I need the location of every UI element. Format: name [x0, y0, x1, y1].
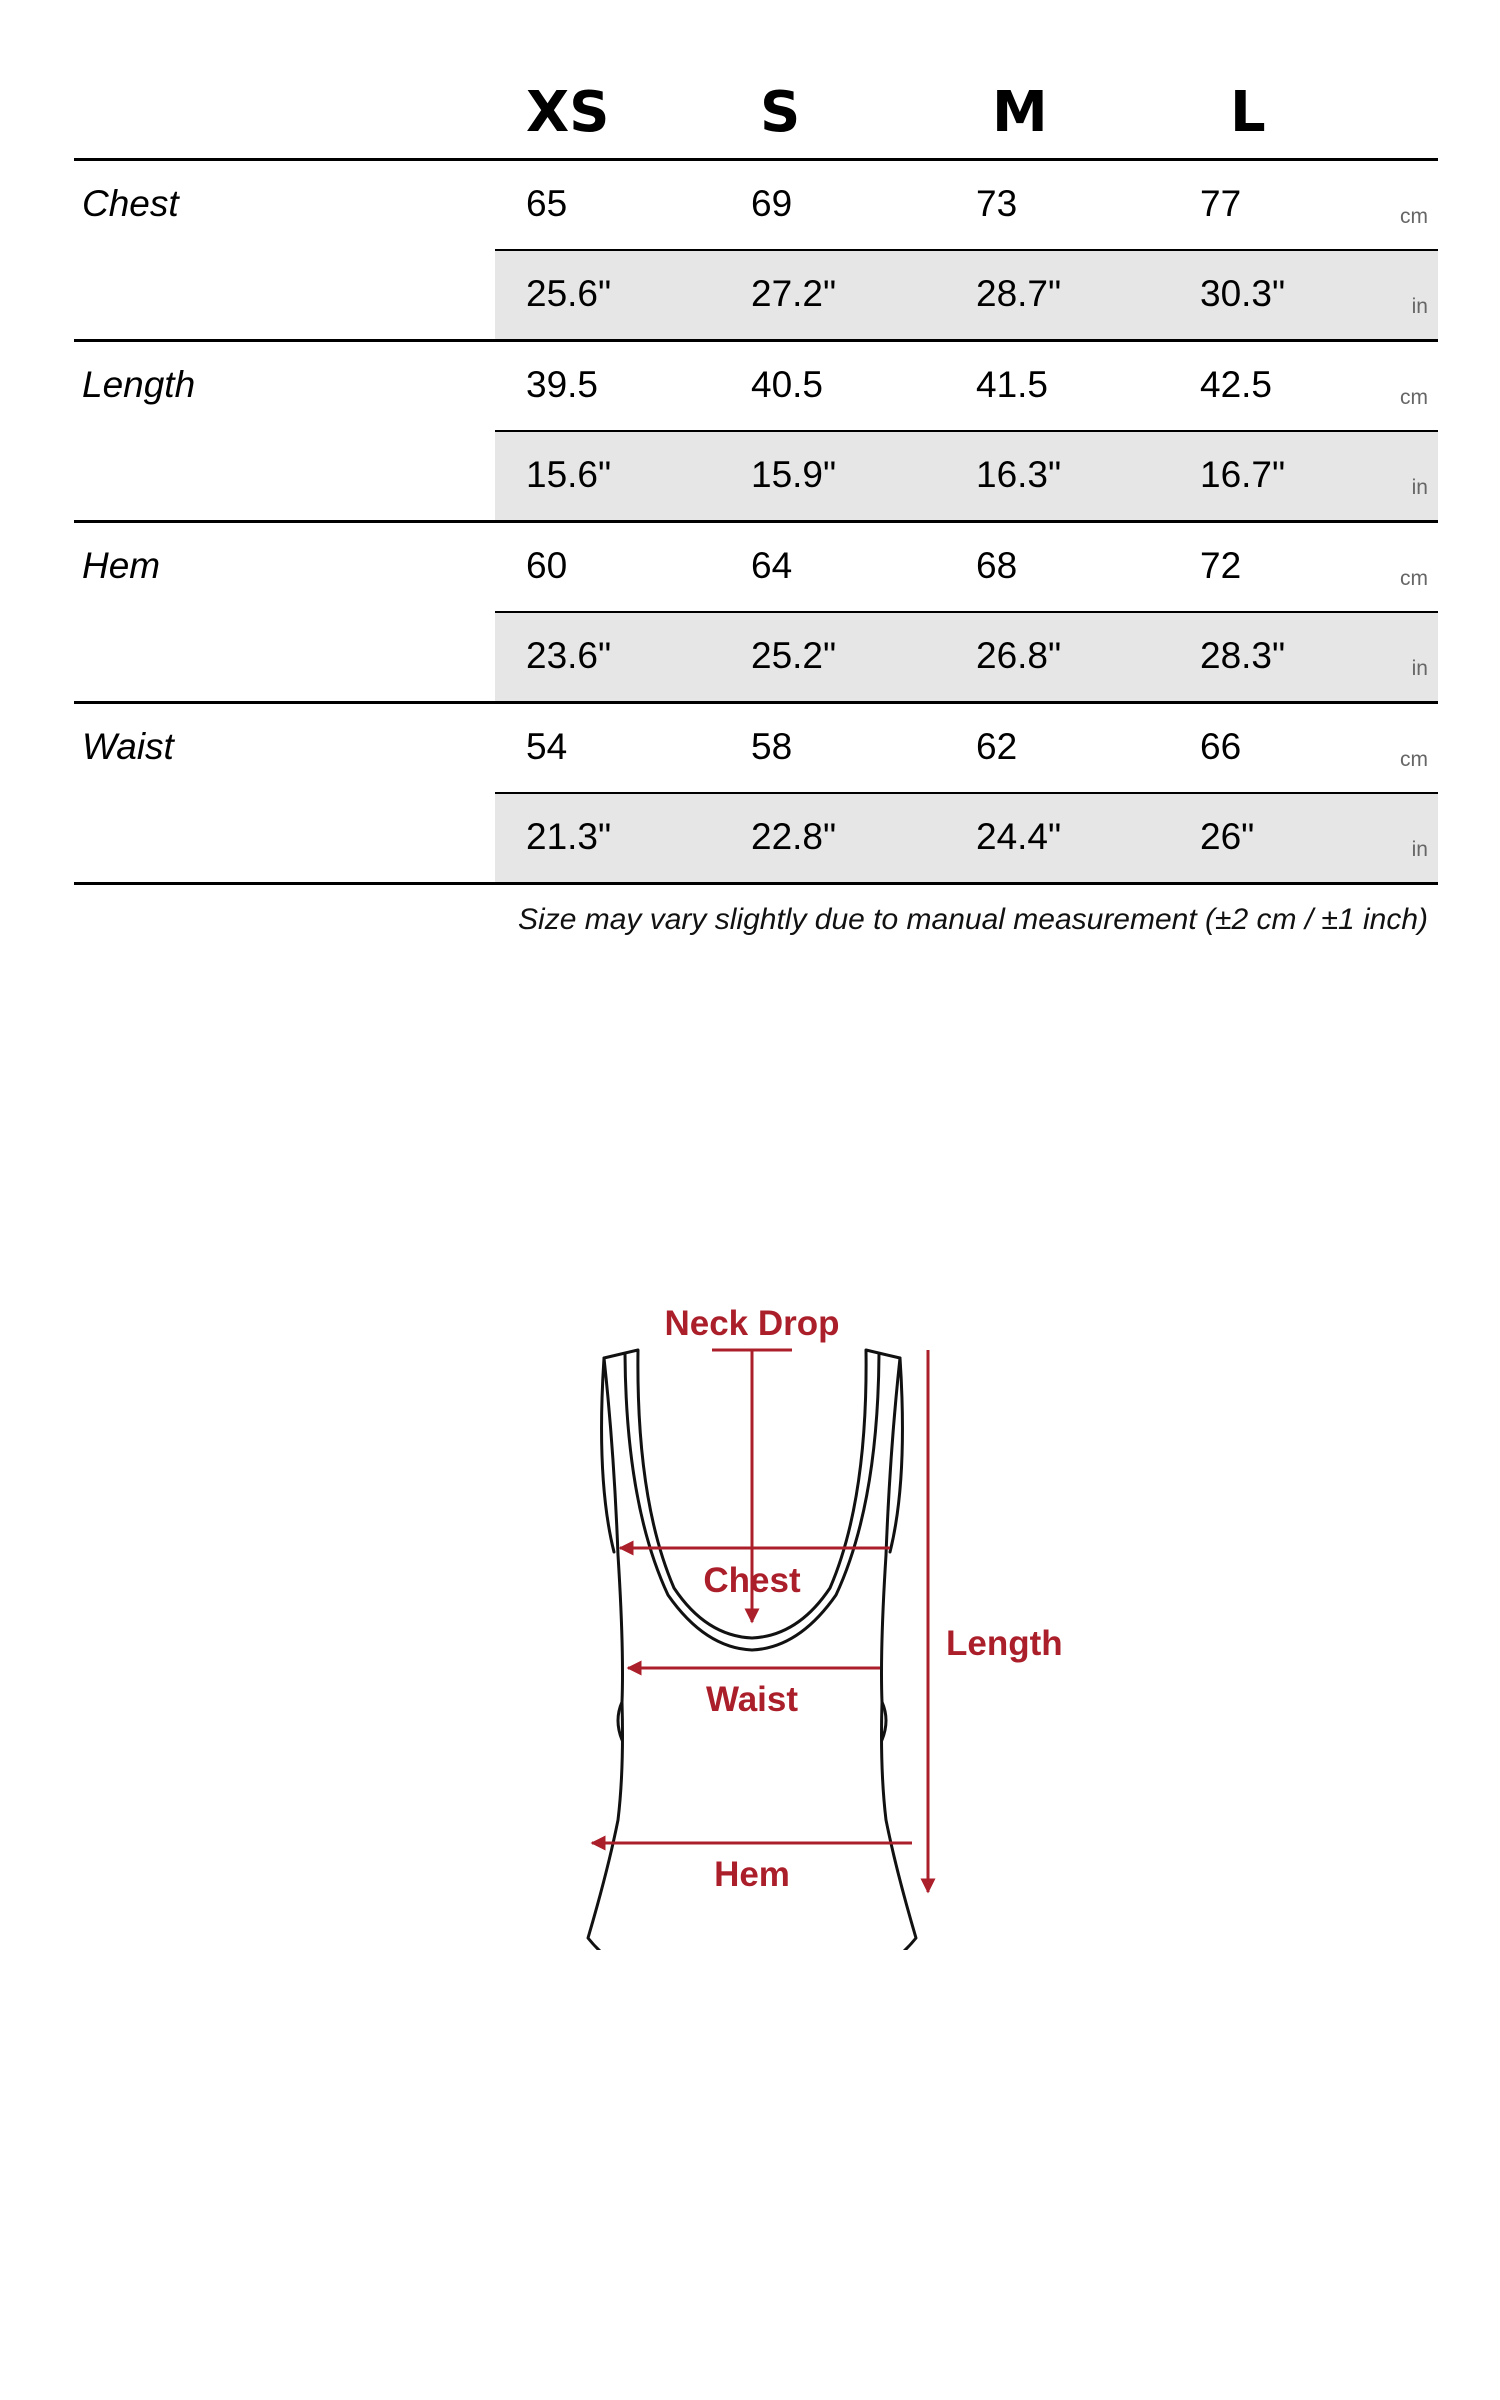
chest-inch-row-bg — [495, 250, 1438, 340]
hem-cm-unit: cm — [1400, 567, 1428, 590]
waist-cm-unit: cm — [1400, 748, 1428, 771]
chest-s-cm: 69 — [751, 183, 793, 224]
waist-s-in: 22.8" — [751, 816, 837, 857]
chest-s-in: 27.2" — [751, 273, 837, 314]
length-in-unit: in — [1411, 476, 1428, 499]
hem-l-in: 28.3" — [1200, 635, 1286, 676]
size-header-s: S — [760, 80, 801, 145]
waist-s-cm: 58 — [751, 726, 793, 767]
waist-m-in: 24.4" — [976, 816, 1062, 857]
chest-l-in: 30.3" — [1200, 273, 1286, 314]
label-length: Length — [946, 1624, 1063, 1663]
size-header-l: L — [1230, 80, 1266, 145]
waist-in-unit: in — [1411, 838, 1428, 861]
chest-xs-in: 25.6" — [526, 273, 612, 314]
hem-sub-rule — [495, 611, 1438, 613]
tank-top-diagram — [0, 1250, 1500, 1950]
hem-m-in: 26.8" — [976, 635, 1062, 676]
length-m-in: 16.3" — [976, 454, 1062, 495]
label-waist: Waist — [705, 1680, 799, 1719]
chest-m-in: 28.7" — [976, 273, 1062, 314]
length-s-cm: 40.5 — [751, 364, 824, 405]
length-inch-row-bg — [495, 431, 1438, 521]
hem-s-cm: 64 — [751, 545, 793, 586]
length-xs-in: 15.6" — [526, 454, 612, 495]
length-l-cm: 42.5 — [1200, 364, 1273, 405]
length-l-in: 16.7" — [1200, 454, 1286, 495]
hem-l-cm: 72 — [1200, 545, 1242, 586]
length-rule — [74, 520, 1438, 523]
waist-m-cm: 62 — [976, 726, 1018, 767]
chest-in-unit: in — [1411, 295, 1428, 318]
chest-sub-rule — [495, 249, 1438, 251]
size-chart-table — [74, 0, 1438, 1000]
label-chest: Chest — [703, 1561, 801, 1600]
header-rule — [74, 158, 1438, 161]
measurement-label-length: Length — [82, 364, 196, 405]
hem-xs-cm: 60 — [526, 545, 568, 586]
hem-inch-row-bg — [495, 612, 1438, 702]
chest-rule — [74, 339, 1438, 342]
hem-xs-in: 23.6" — [526, 635, 612, 676]
chest-cm-unit: cm — [1400, 205, 1428, 228]
hem-rule — [74, 701, 1438, 704]
label-neck-drop: Neck Drop — [664, 1304, 840, 1343]
chest-m-cm: 73 — [976, 183, 1018, 224]
waist-l-cm: 66 — [1200, 726, 1242, 767]
length-sub-rule — [495, 430, 1438, 432]
waist-sub-rule — [495, 792, 1438, 794]
measurement-arrows — [592, 1350, 928, 1892]
waist-l-in: 26" — [1200, 816, 1255, 857]
hem-s-in: 25.2" — [751, 635, 837, 676]
length-s-in: 15.9" — [751, 454, 837, 495]
chest-xs-cm: 65 — [526, 183, 568, 224]
hem-m-cm: 68 — [976, 545, 1018, 586]
length-cm-unit: cm — [1400, 386, 1428, 409]
length-m-cm: 41.5 — [976, 364, 1049, 405]
label-hem: Hem — [714, 1855, 790, 1894]
waist-xs-cm: 54 — [526, 726, 568, 767]
hem-in-unit: in — [1411, 657, 1428, 680]
size-header-xs: XS — [526, 80, 610, 145]
waist-inch-row-bg — [495, 793, 1438, 883]
measurement-label-chest: Chest — [82, 183, 179, 224]
waist-xs-in: 21.3" — [526, 816, 612, 857]
measurement-label-waist: Waist — [82, 726, 174, 767]
chest-l-cm: 77 — [1200, 183, 1242, 224]
length-xs-cm: 39.5 — [526, 364, 599, 405]
waist-rule — [74, 882, 1438, 885]
size-header-m: M — [992, 80, 1048, 145]
measurement-note: Size may vary slightly due to manual measurement (±2 cm / ±1 inch) — [518, 903, 1428, 936]
measurement-label-hem: Hem — [82, 545, 161, 586]
